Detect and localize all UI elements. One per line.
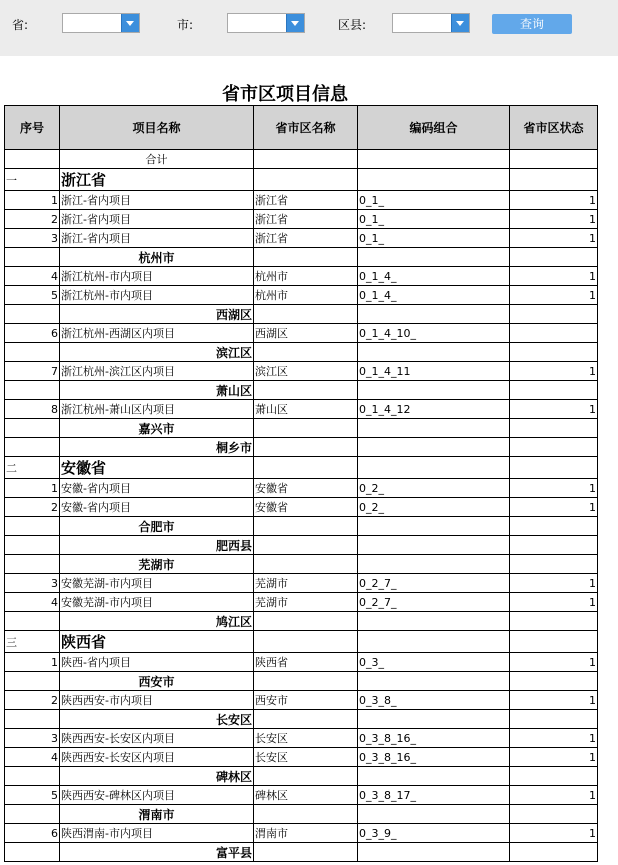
cell-region-name: 安徽省 [254,498,358,517]
cell-status [510,536,598,555]
table-header-row [5,106,598,150]
cell-code: 0_1_ [358,229,510,248]
cell-seq: 8 [5,400,60,419]
table-row [5,305,598,324]
cell-region-name [254,438,358,457]
county-label: 区县: [338,18,367,32]
cell-city-name: 西安市 [60,672,254,691]
cell-status: 1 [510,362,598,381]
cell-region-name: 碑林区 [254,786,358,805]
cell-seq [5,805,60,824]
table-row [5,574,598,593]
cell-code [358,536,510,555]
cell-region-name: 浙江省 [254,191,358,210]
cell-status: 1 [510,653,598,672]
table-row [5,631,598,653]
cell-status [510,150,598,169]
cell-seq: 5 [5,786,60,805]
cell-code: 0_2_7_ [358,574,510,593]
cell-project-name: 浙江杭州-市内项目 [60,286,254,305]
cell-region-name [254,305,358,324]
city-select[interactable] [227,13,305,33]
cell-status: 1 [510,400,598,419]
cell-region-name [254,517,358,536]
cell-code: 0_1_4_12 [358,400,510,419]
cell-seq [5,536,60,555]
cell-project-name: 陕西西安-长安区内项目 [60,748,254,767]
cell-seq: 2 [5,498,60,517]
cell-code [358,419,510,438]
cell-code [358,612,510,631]
table-body [5,150,598,862]
cell-seq: 4 [5,593,60,612]
cell-region-name: 杭州市 [254,267,358,286]
cell-region-name [254,672,358,691]
cell-status: 1 [510,286,598,305]
cell-project-name: 浙江-省内项目 [60,229,254,248]
cell-project-name: 陕西西安-碑林区内项目 [60,786,254,805]
table-row [5,786,598,805]
cell-region-name [254,343,358,362]
cell-status [510,457,598,479]
cell-seq [5,517,60,536]
cell-city-name: 芜湖市 [60,555,254,574]
cell-code [358,457,510,479]
table-row [5,672,598,691]
cell-province-name: 浙江省 [60,169,254,191]
table-row [5,286,598,305]
city-label: 市: [177,18,194,32]
cell-status: 1 [510,191,598,210]
cell-code [358,150,510,169]
cell-seq: 二 [5,457,60,479]
chevron-down-icon[interactable] [286,14,304,32]
table-row [5,267,598,286]
cell-status [510,381,598,400]
cell-region-name: 杭州市 [254,286,358,305]
cell-seq: 1 [5,191,60,210]
cell-region-name [254,631,358,653]
cell-province-name: 陕西省 [60,631,254,653]
cell-code: 0_1_ [358,191,510,210]
cell-code: 0_2_ [358,498,510,517]
table-row [5,381,598,400]
cell-status: 1 [510,574,598,593]
cell-project-name: 陕西渭南-市内项目 [60,824,254,843]
table-row [5,517,598,536]
cell-project-name: 浙江杭州-西湖区内项目 [60,324,254,343]
cell-region-name: 长安区 [254,729,358,748]
cell-seq [5,672,60,691]
cell-district-name: 长安区 [60,710,254,729]
cell-district-name: 西湖区 [60,305,254,324]
table-row [5,536,598,555]
cell-region-name [254,710,358,729]
cell-seq [5,767,60,786]
cell-seq [5,843,60,862]
cell-region-name: 西湖区 [254,324,358,343]
cell-district-name: 碑林区 [60,767,254,786]
cell-code [358,169,510,191]
cell-region-name [254,419,358,438]
cell-seq: 4 [5,267,60,286]
cell-code: 0_2_7_ [358,593,510,612]
cell-code: 0_3_ [358,653,510,672]
cell-project-name: 安徽-省内项目 [60,498,254,517]
table-row [5,748,598,767]
cell-region-name: 陕西省 [254,653,358,672]
cell-status: 1 [510,748,598,767]
cell-code [358,767,510,786]
province-label: 省: [12,18,29,32]
cell-seq [5,555,60,574]
cell-region-name [254,150,358,169]
table-row [5,169,598,191]
cell-region-name [254,805,358,824]
cell-status [510,805,598,824]
cell-code: 0_1_4_ [358,286,510,305]
cell-status: 1 [510,729,598,748]
cell-region-name: 西安市 [254,691,358,710]
cell-seq: 一 [5,169,60,191]
table-row [5,498,598,517]
cell-region-name: 浙江省 [254,229,358,248]
cell-status: 1 [510,691,598,710]
table-row [5,710,598,729]
cell-code: 0_3_9_ [358,824,510,843]
province-select[interactable] [62,13,140,33]
cell-district-name: 萧山区 [60,381,254,400]
cell-code [358,805,510,824]
cell-region-name [254,381,358,400]
table-row [5,805,598,824]
cell-code [358,672,510,691]
cell-project-name: 安徽芜湖-市内项目 [60,574,254,593]
table-row [5,843,598,862]
cell-region-name: 安徽省 [254,479,358,498]
cell-project-name: 陕西西安-市内项目 [60,691,254,710]
cell-project-name: 浙江-省内项目 [60,191,254,210]
cell-seq [5,150,60,169]
cell-status [510,343,598,362]
cell-project-name: 浙江-省内项目 [60,210,254,229]
cell-status: 1 [510,786,598,805]
cell-city-name: 合肥市 [60,517,254,536]
cell-code: 0_1_4_11 [358,362,510,381]
cell-total-label: 合计 [60,150,254,169]
cell-region-name [254,536,358,555]
cell-project-name: 安徽芜湖-市内项目 [60,593,254,612]
cell-code: 0_2_ [358,479,510,498]
cell-seq [5,710,60,729]
cell-region-name: 芜湖市 [254,574,358,593]
cell-seq: 3 [5,229,60,248]
cell-region-name [254,457,358,479]
cell-project-name: 安徽-省内项目 [60,479,254,498]
header-seq: 序号 [5,106,60,150]
table-row [5,438,598,457]
chevron-down-icon[interactable] [121,14,139,32]
cell-code [358,555,510,574]
cell-region-name: 萧山区 [254,400,358,419]
cell-seq: 6 [5,324,60,343]
cell-status [510,710,598,729]
cell-status [510,305,598,324]
cell-status: 1 [510,824,598,843]
cell-code: 0_1_4_ [358,267,510,286]
cell-status [510,843,598,862]
cell-code: 0_3_8_ [358,691,510,710]
table-row [5,343,598,362]
cell-project-name: 浙江杭州-滨江区内项目 [60,362,254,381]
cell-code [358,381,510,400]
cell-code: 0_3_8_17_ [358,786,510,805]
project-table [4,105,598,862]
table-row [5,324,598,343]
cell-seq: 三 [5,631,60,653]
table-row [5,210,598,229]
table-row [5,419,598,438]
cell-region-name [254,555,358,574]
table-row [5,457,598,479]
cell-status: 1 [510,210,598,229]
cell-status [510,438,598,457]
table-row [5,229,598,248]
cell-city-name: 嘉兴市 [60,419,254,438]
cell-district-name: 鸠江区 [60,612,254,631]
table-row [5,479,598,498]
cell-seq: 1 [5,653,60,672]
cell-status [510,517,598,536]
cell-status [510,631,598,653]
cell-project-name: 浙江杭州-市内项目 [60,267,254,286]
cell-seq: 1 [5,479,60,498]
cell-seq [5,381,60,400]
table-row [5,612,598,631]
cell-region-name: 芜湖市 [254,593,358,612]
cell-status [510,169,598,191]
cell-status [510,555,598,574]
header-project-name: 项目名称 [60,106,254,150]
header-region-name: 省市区名称 [254,106,358,150]
table-row [5,593,598,612]
cell-seq [5,248,60,267]
cell-status: 1 [510,479,598,498]
cell-code [358,305,510,324]
cell-seq [5,612,60,631]
cell-seq: 2 [5,210,60,229]
header-status: 省市区状态 [510,106,598,150]
cell-seq: 2 [5,691,60,710]
cell-code: 0_3_8_16_ [358,729,510,748]
cell-seq: 6 [5,824,60,843]
cell-region-name: 渭南市 [254,824,358,843]
query-button[interactable]: 查询 [492,14,572,34]
cell-status [510,248,598,267]
cell-seq: 5 [5,286,60,305]
table-row [5,400,598,419]
cell-status: 1 [510,593,598,612]
table-row [5,150,598,169]
table-row [5,248,598,267]
cell-region-name [254,612,358,631]
cell-project-name: 浙江杭州-萧山区内项目 [60,400,254,419]
cell-seq: 3 [5,729,60,748]
cell-status [510,612,598,631]
cell-status [510,419,598,438]
cell-code: 0_1_ [358,210,510,229]
cell-district-name: 肥西县 [60,536,254,555]
table-row [5,191,598,210]
cell-status: 1 [510,498,598,517]
cell-code [358,438,510,457]
filter-bar [0,0,618,56]
table-row [5,824,598,843]
cell-seq [5,305,60,324]
cell-seq [5,419,60,438]
cell-code [358,710,510,729]
cell-region-name [254,767,358,786]
cell-code [358,843,510,862]
cell-city-name: 杭州市 [60,248,254,267]
cell-code [358,248,510,267]
cell-status [510,672,598,691]
cell-district-name: 富平县 [60,843,254,862]
table-row [5,691,598,710]
table-row [5,555,598,574]
table-row [5,767,598,786]
table-row [5,653,598,672]
cell-seq: 7 [5,362,60,381]
cell-region-name: 浙江省 [254,210,358,229]
cell-region-name [254,248,358,267]
cell-status: 1 [510,267,598,286]
chevron-down-icon[interactable] [451,14,469,32]
cell-region-name [254,843,358,862]
cell-status [510,767,598,786]
cell-code [358,631,510,653]
table-row [5,729,598,748]
cell-seq [5,438,60,457]
cell-district-name: 滨江区 [60,343,254,362]
county-select[interactable] [392,13,470,33]
cell-seq: 4 [5,748,60,767]
cell-code [358,343,510,362]
cell-code: 0_3_8_16_ [358,748,510,767]
cell-seq: 3 [5,574,60,593]
header-code: 编码组合 [358,106,510,150]
cell-project-name: 陕西-省内项目 [60,653,254,672]
cell-district-name: 桐乡市 [60,438,254,457]
cell-seq [5,343,60,362]
table-row [5,362,598,381]
cell-region-name: 长安区 [254,748,358,767]
page-title: 省市区项目信息 [222,84,348,105]
cell-status: 1 [510,229,598,248]
cell-region-name: 滨江区 [254,362,358,381]
cell-province-name: 安徽省 [60,457,254,479]
cell-city-name: 渭南市 [60,805,254,824]
cell-code [358,517,510,536]
cell-region-name [254,169,358,191]
cell-status [510,324,598,343]
cell-code: 0_1_4_10_ [358,324,510,343]
cell-project-name: 陕西西安-长安区内项目 [60,729,254,748]
